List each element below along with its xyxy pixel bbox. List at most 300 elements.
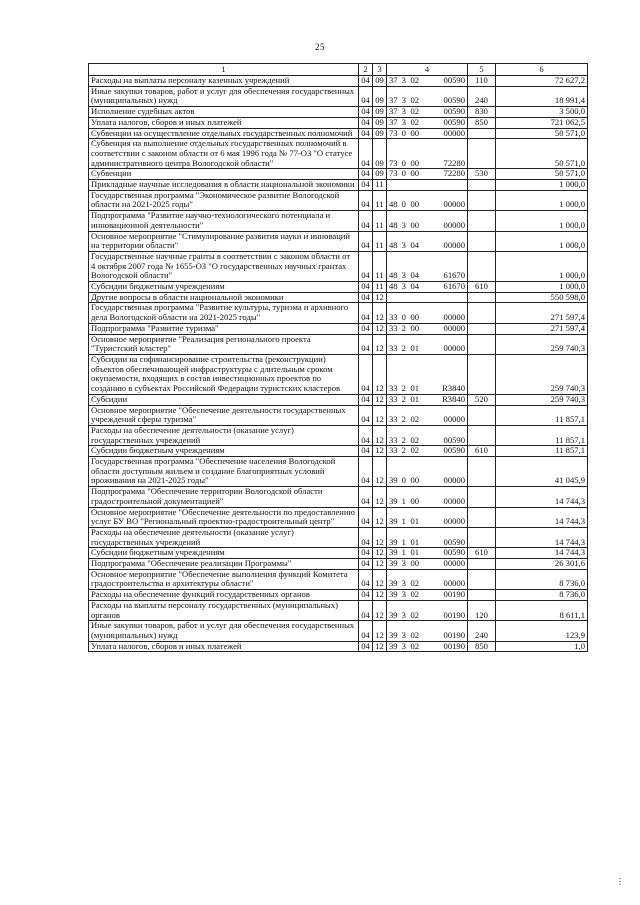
chapter-code: 04 xyxy=(359,548,373,559)
direction-code: 00000 xyxy=(443,578,465,589)
subsection-code: 09 xyxy=(373,139,387,169)
chapter-code: 04 xyxy=(359,211,373,231)
chapter-code: 04 xyxy=(359,425,373,445)
program-code: 39 xyxy=(389,547,398,558)
subprogram-code: 2 xyxy=(401,343,406,354)
target-article-code xyxy=(387,527,468,547)
table-row xyxy=(89,282,588,293)
expense-type-code: 110 xyxy=(468,76,496,87)
table-row xyxy=(89,559,588,570)
amount: 50 571,0 xyxy=(496,139,588,169)
subsection-code: 09 xyxy=(373,117,387,128)
row-name: Расходы на обеспечение функций государственных органов xyxy=(89,590,359,601)
event-code: 04 xyxy=(410,240,420,251)
direction-code: 00000 xyxy=(443,558,465,569)
chapter-code: 04 xyxy=(359,559,373,570)
side-mark: ⋮ xyxy=(616,877,624,886)
direction-code: 72280 xyxy=(443,168,465,179)
expense-type-code xyxy=(468,457,496,487)
table-row xyxy=(89,600,588,620)
direction-code: 00000 xyxy=(443,219,465,230)
table-row xyxy=(89,86,588,106)
row-name: Субвенция на выполнение отдельных государственных полномочий в соответствии с законом области от 6 мая 1996 года № 77-ОЗ "О статусе административного центра Вологодской области" xyxy=(89,139,359,169)
subsection-code: 11 xyxy=(373,282,387,293)
target-article-code xyxy=(387,394,468,405)
target-article-code xyxy=(387,334,468,354)
expense-type-code: 830 xyxy=(468,107,496,118)
subprogram-code: 3 xyxy=(401,629,406,640)
subprogram-code: 3 xyxy=(401,641,406,651)
row-name: Субсидии бюджетным учреждениям xyxy=(89,282,359,293)
program-code: 48 xyxy=(389,270,398,281)
header-cell: 3 xyxy=(373,64,387,76)
program-code: 73 xyxy=(389,168,398,179)
table-row xyxy=(89,354,588,394)
subprogram-code: 3 xyxy=(401,609,406,620)
target-article-code xyxy=(387,354,468,394)
row-name: Субсидии бюджетным учреждениям xyxy=(89,548,359,559)
table-row xyxy=(89,457,588,487)
amount: 11 857,1 xyxy=(496,446,588,457)
row-name: Субсидии xyxy=(89,394,359,405)
direction-code: 00590 xyxy=(443,95,465,106)
amount: 271 597,4 xyxy=(496,303,588,323)
header-cell: 2 xyxy=(359,64,373,76)
amount: 50 571,0 xyxy=(496,169,588,180)
expense-type-code xyxy=(468,487,496,507)
table-row xyxy=(89,117,588,128)
direction-code: 00590 xyxy=(443,106,465,117)
subsection-code: 12 xyxy=(373,600,387,620)
row-name: Уплата налогов, сборов и иных платежей xyxy=(89,117,359,128)
target-article-code xyxy=(387,169,468,180)
target-article-code xyxy=(387,621,468,641)
header-cell: 4 xyxy=(387,64,468,76)
amount: 14 744,3 xyxy=(496,487,588,507)
subsection-code: 12 xyxy=(373,590,387,601)
event-code: 00 xyxy=(410,475,420,486)
table-row xyxy=(89,334,588,354)
row-name: Расходы на обеспечение деятельности (оказание услуг) государственных учреждений xyxy=(89,527,359,547)
program-code: 37 xyxy=(389,95,398,106)
amount: 1,0 xyxy=(496,641,588,652)
chapter-code: 04 xyxy=(359,251,373,281)
subprogram-code: 0 xyxy=(401,199,406,210)
row-name: Основное мероприятие "Реализация регионального проекта "Туристский кластер" xyxy=(89,334,359,354)
row-name: Государственная программа "Обеспечение населения Вологодской области доступным жильем и создание благоприятных условий проживания на 2021-2025 годы" xyxy=(89,457,359,487)
target-article-code xyxy=(387,282,468,293)
subsection-code: 11 xyxy=(373,231,387,251)
target-article-code xyxy=(387,303,468,323)
table-row xyxy=(89,107,588,118)
target-article-code xyxy=(387,76,468,87)
row-name: Иные закупки товаров, работ и услуг для обеспечения государственных (муниципальных) нужд xyxy=(89,621,359,641)
event-code: 02 xyxy=(410,578,420,589)
subprogram-code: 3 xyxy=(401,578,406,589)
direction-code: 00000 xyxy=(443,128,465,138)
subprogram-code: 0 xyxy=(401,157,406,168)
chapter-code: 04 xyxy=(359,282,373,293)
subprogram-code: 1 xyxy=(401,536,406,547)
subsection-code: 12 xyxy=(373,507,387,527)
subprogram-code: 3 xyxy=(401,117,406,127)
header-cell: 6 xyxy=(496,64,588,76)
subprogram-code: 1 xyxy=(401,547,406,558)
chapter-code: 04 xyxy=(359,292,373,303)
subsection-code: 12 xyxy=(373,354,387,394)
program-code: 33 xyxy=(389,434,398,445)
expense-type-code xyxy=(468,527,496,547)
table-row xyxy=(89,292,588,303)
event-code: 01 xyxy=(410,343,420,354)
direction-code: 72280 xyxy=(443,157,465,168)
chapter-code: 04 xyxy=(359,169,373,180)
row-name: Основное мероприятие "Обеспечение выполнения функций Комитета градостроительства и архитектуры области" xyxy=(89,569,359,589)
target-article-code xyxy=(387,590,468,601)
subsection-code: 12 xyxy=(373,548,387,559)
amount: 3 500,0 xyxy=(496,107,588,118)
table-row xyxy=(89,180,588,191)
target-article-code xyxy=(387,231,468,251)
target-article-code xyxy=(387,507,468,527)
expense-type-code: 240 xyxy=(468,86,496,106)
table-row xyxy=(89,527,588,547)
row-name: Подпрограмма "Обеспечение территории Вологодской области градостроительной документацией" xyxy=(89,487,359,507)
expense-type-code xyxy=(468,590,496,601)
expense-type-code: 610 xyxy=(468,282,496,293)
chapter-code: 04 xyxy=(359,190,373,210)
amount: 1 000,0 xyxy=(496,190,588,210)
subsection-code: 12 xyxy=(373,569,387,589)
direction-code: 00000 xyxy=(443,323,465,333)
row-name: Основное мероприятие "Обеспечение деятельности государственных учреждений сферы туризма" xyxy=(89,405,359,425)
event-code: 00 xyxy=(410,219,420,230)
direction-code: 00000 xyxy=(443,495,465,506)
target-article-code xyxy=(387,86,468,106)
amount: 1 000,0 xyxy=(496,180,588,191)
amount: 11 857,1 xyxy=(496,425,588,445)
program-code: 73 xyxy=(389,128,398,138)
chapter-code: 04 xyxy=(359,354,373,394)
row-name: Государственная программа "Экономическое развитие Вологодской области на 2021-2025 годы" xyxy=(89,190,359,210)
subprogram-code: 0 xyxy=(401,312,406,323)
program-code: 33 xyxy=(389,414,398,425)
program-code: 39 xyxy=(389,609,398,620)
expense-type-code xyxy=(468,139,496,169)
row-name: Расходы на выплаты персоналу государственных (муниципальных) органов xyxy=(89,600,359,620)
expense-type-code xyxy=(468,231,496,251)
expense-type-code xyxy=(468,180,496,191)
chapter-code: 04 xyxy=(359,323,373,334)
amount: 8 736,0 xyxy=(496,590,588,601)
subsection-code: 11 xyxy=(373,190,387,210)
direction-code: 00590 xyxy=(443,434,465,445)
amount: 14 744,3 xyxy=(496,527,588,547)
table-row xyxy=(89,487,588,507)
chapter-code: 04 xyxy=(359,76,373,87)
target-article-code xyxy=(387,139,468,169)
event-code: 00 xyxy=(410,558,420,569)
program-code: 39 xyxy=(389,629,398,640)
chapter-code: 04 xyxy=(359,527,373,547)
event-code: 02 xyxy=(410,641,420,651)
target-article-code xyxy=(387,190,468,210)
amount: 41 045,9 xyxy=(496,457,588,487)
program-code: 39 xyxy=(389,641,398,651)
direction-code: 00190 xyxy=(443,609,465,620)
expense-type-code xyxy=(468,405,496,425)
program-code: 39 xyxy=(389,475,398,486)
direction-code: 00000 xyxy=(443,516,465,527)
direction-code: 00000 xyxy=(443,312,465,323)
subprogram-code: 3 xyxy=(401,95,406,106)
direction-code: 00590 xyxy=(443,547,465,558)
event-code: 04 xyxy=(410,281,420,292)
subsection-code: 09 xyxy=(373,86,387,106)
row-name: Государственная программа "Развитие культуры, туризма и архивного дела Вологодской области на 2021-2025 годы" xyxy=(89,303,359,323)
amount: 72 627,2 xyxy=(496,76,588,87)
table-row xyxy=(89,548,588,559)
amount: 14 744,3 xyxy=(496,548,588,559)
row-name: Субсидии бюджетным учреждениям xyxy=(89,446,359,457)
row-name: Государственные научные гранты в соответствии с законом области от 4 октября 2007 года № 1655-ОЗ "О государственных научных грантах Вологодской области" xyxy=(89,251,359,281)
direction-code: 00000 xyxy=(443,475,465,486)
direction-code: 00590 xyxy=(443,117,465,127)
program-code: 33 xyxy=(389,383,398,394)
subprogram-code: 3 xyxy=(401,589,406,600)
target-article-code xyxy=(387,425,468,445)
event-code: 02 xyxy=(410,75,420,85)
table-row xyxy=(89,446,588,457)
event-code: 02 xyxy=(410,414,420,425)
expense-type-code: 610 xyxy=(468,548,496,559)
subprogram-code: 2 xyxy=(401,383,406,394)
program-code: 39 xyxy=(389,516,398,527)
expense-type-code xyxy=(468,303,496,323)
row-name: Подпрограмма "Обеспечение реализации Программы" xyxy=(89,559,359,570)
expense-type-code xyxy=(468,569,496,589)
event-code: 04 xyxy=(410,270,420,281)
chapter-code: 04 xyxy=(359,621,373,641)
amount: 1 000,0 xyxy=(496,251,588,281)
row-name: Иные закупки товаров, работ и услуг для обеспечения государственных (муниципальных) нужд xyxy=(89,86,359,106)
chapter-code: 04 xyxy=(359,600,373,620)
amount: 550 598,0 xyxy=(496,292,588,303)
program-code: 33 xyxy=(389,343,398,354)
amount: 721 062,5 xyxy=(496,117,588,128)
subsection-code: 09 xyxy=(373,76,387,87)
chapter-code: 04 xyxy=(359,507,373,527)
program-code: 48 xyxy=(389,219,398,230)
subsection-code: 12 xyxy=(373,303,387,323)
subprogram-code: 2 xyxy=(401,434,406,445)
amount: 1 000,0 xyxy=(496,231,588,251)
event-code: 02 xyxy=(410,434,420,445)
subsection-code: 12 xyxy=(373,323,387,334)
row-name: Другие вопросы в области национальной экономики xyxy=(89,292,359,303)
target-article-code xyxy=(387,107,468,118)
target-article-code xyxy=(387,559,468,570)
target-article-code xyxy=(387,405,468,425)
subsection-code: 09 xyxy=(373,107,387,118)
direction-code: R3840 xyxy=(442,383,465,394)
table-row xyxy=(89,323,588,334)
direction-code: 00590 xyxy=(443,445,465,456)
subprogram-code: 3 xyxy=(401,106,406,117)
direction-code: 61670 xyxy=(443,281,465,292)
table-row xyxy=(89,128,588,139)
event-code: 02 xyxy=(410,445,420,456)
expense-type-code xyxy=(468,425,496,445)
row-name: Подпрограмма "Развитие туризма" xyxy=(89,323,359,334)
subprogram-code: 2 xyxy=(401,445,406,456)
expense-type-code: 850 xyxy=(468,117,496,128)
subprogram-code: 1 xyxy=(401,495,406,506)
subsection-code: 11 xyxy=(373,251,387,281)
expense-type-code xyxy=(468,354,496,394)
table-row xyxy=(89,303,588,323)
event-code: 01 xyxy=(410,394,420,404)
target-article-code xyxy=(387,211,468,231)
table-row xyxy=(89,621,588,641)
row-name: Субвенции xyxy=(89,169,359,180)
expense-type-code: 120 xyxy=(468,600,496,620)
direction-code: 00000 xyxy=(443,414,465,425)
amount: 271 597,4 xyxy=(496,323,588,334)
program-code: 48 xyxy=(389,199,398,210)
subsection-code: 12 xyxy=(373,334,387,354)
event-code: 00 xyxy=(410,168,420,179)
chapter-code: 04 xyxy=(359,487,373,507)
target-article-code xyxy=(387,251,468,281)
event-code: 00 xyxy=(410,157,420,168)
subsection-code: 12 xyxy=(373,394,387,405)
direction-code: 00000 xyxy=(443,199,465,210)
table-row xyxy=(89,139,588,169)
direction-code: 00590 xyxy=(443,75,465,85)
program-code: 73 xyxy=(389,157,398,168)
expense-type-code xyxy=(468,334,496,354)
program-code: 33 xyxy=(389,323,398,333)
amount: 18 991,4 xyxy=(496,86,588,106)
event-code: 01 xyxy=(410,536,420,547)
direction-code: 00000 xyxy=(443,240,465,251)
amount: 259 740,3 xyxy=(496,354,588,394)
table-row xyxy=(89,169,588,180)
expense-type-code: 520 xyxy=(468,394,496,405)
event-code: 00 xyxy=(410,199,420,210)
chapter-code: 04 xyxy=(359,569,373,589)
chapter-code: 04 xyxy=(359,405,373,425)
row-name: Уплата налогов, сборов и иных платежей xyxy=(89,641,359,652)
chapter-code: 04 xyxy=(359,86,373,106)
subprogram-code: 0 xyxy=(401,475,406,486)
expense-type-code xyxy=(468,251,496,281)
table-row xyxy=(89,190,588,210)
header-row xyxy=(89,64,588,76)
chapter-code: 04 xyxy=(359,231,373,251)
chapter-code: 04 xyxy=(359,303,373,323)
table-row xyxy=(89,507,588,527)
expense-type-code xyxy=(468,190,496,210)
amount: 259 740,3 xyxy=(496,334,588,354)
subsection-code: 11 xyxy=(373,211,387,231)
program-code: 39 xyxy=(389,578,398,589)
expense-type-code xyxy=(468,507,496,527)
table-row xyxy=(89,76,588,87)
target-article-code xyxy=(387,323,468,334)
amount: 123,9 xyxy=(496,621,588,641)
table-row xyxy=(89,394,588,405)
chapter-code: 04 xyxy=(359,128,373,139)
row-name: Расходы на выплаты персоналу казенных учреждений xyxy=(89,76,359,87)
program-code: 39 xyxy=(389,589,398,600)
target-article-code xyxy=(387,641,468,652)
subsection-code: 12 xyxy=(373,559,387,570)
program-code: 39 xyxy=(389,536,398,547)
program-code: 39 xyxy=(389,558,398,569)
subsection-code: 12 xyxy=(373,527,387,547)
table-row xyxy=(89,251,588,281)
amount: 11 857,1 xyxy=(496,405,588,425)
chapter-code: 04 xyxy=(359,117,373,128)
amount: 259 740,3 xyxy=(496,394,588,405)
target-article-code xyxy=(387,117,468,128)
chapter-code: 04 xyxy=(359,394,373,405)
event-code: 02 xyxy=(410,589,420,600)
subsection-code: 12 xyxy=(373,446,387,457)
chapter-code: 04 xyxy=(359,457,373,487)
expense-type-code xyxy=(468,128,496,139)
subprogram-code: 3 xyxy=(401,270,406,281)
subsection-code: 12 xyxy=(373,641,387,652)
target-article-code xyxy=(387,600,468,620)
amount: 1 000,0 xyxy=(496,282,588,293)
amount: 26 301,6 xyxy=(496,559,588,570)
target-article-code xyxy=(387,487,468,507)
chapter-code: 04 xyxy=(359,139,373,169)
subprogram-code: 3 xyxy=(401,219,406,230)
row-name: Основное мероприятие "Обеспечение деятельности по предоставлению услуг БУ ВО "Региональный проектно-градостроительный центр" xyxy=(89,507,359,527)
subsection-code: 09 xyxy=(373,128,387,139)
event-code: 01 xyxy=(410,547,420,558)
subsection-code: 09 xyxy=(373,169,387,180)
chapter-code: 04 xyxy=(359,334,373,354)
program-code: 48 xyxy=(389,240,398,251)
direction-code: 00000 xyxy=(443,343,465,354)
event-code: 02 xyxy=(410,95,420,106)
expense-type-code xyxy=(468,211,496,231)
target-article-code xyxy=(387,446,468,457)
program-code: 39 xyxy=(389,495,398,506)
program-code: 37 xyxy=(389,75,398,85)
table-row xyxy=(89,569,588,589)
direction-code: 61670 xyxy=(443,270,465,281)
event-code: 00 xyxy=(410,495,420,506)
subprogram-code: 3 xyxy=(401,281,406,292)
event-code: 00 xyxy=(410,128,420,138)
direction-code: 00190 xyxy=(443,629,465,640)
expense-type-code: 610 xyxy=(468,446,496,457)
event-code: 01 xyxy=(410,383,420,394)
amount: 14 744,3 xyxy=(496,507,588,527)
direction-code: 00190 xyxy=(443,641,465,651)
event-code: 02 xyxy=(410,629,420,640)
event-code: 01 xyxy=(410,516,420,527)
expense-type-code xyxy=(468,559,496,570)
subsection-code: 12 xyxy=(373,405,387,425)
subsection-code: 11 xyxy=(373,180,387,191)
